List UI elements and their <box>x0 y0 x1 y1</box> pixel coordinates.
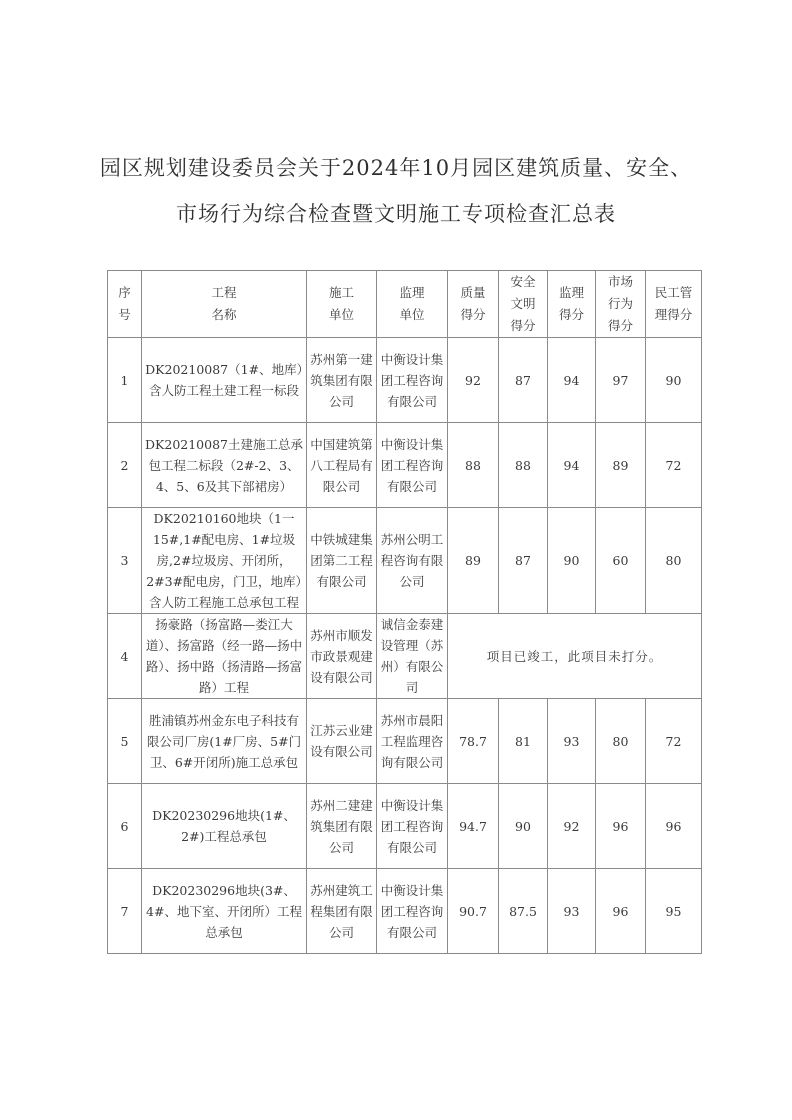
supervision-score: 90 <box>548 508 596 614</box>
safety-score: 87 <box>499 508 548 614</box>
inspection-summary-table <box>107 270 702 954</box>
quality-score: 90.7 <box>448 869 499 954</box>
document-title-line-1: 园区规划建设委员会关于2024年10月园区建筑质量、安全、 <box>99 156 693 180</box>
header-project-name <box>142 271 307 338</box>
row-index: 5 <box>108 699 142 784</box>
header-supervisor <box>377 271 448 338</box>
labor-score: 96 <box>646 784 702 869</box>
project-name: DK20230296地块(3#、4#、地下室、开闭所）工程总承包 <box>142 869 307 954</box>
header-supervision-score <box>548 271 596 338</box>
contractor: 苏州第一建筑集团有限公司 <box>307 338 377 423</box>
header-safety-score <box>499 271 548 338</box>
quality-score: 89 <box>448 508 499 614</box>
safety-score: 90 <box>499 784 548 869</box>
table-header-row <box>108 271 702 338</box>
labor-score: 72 <box>646 699 702 784</box>
header-supervisor-label: 监理 单位 <box>399 285 425 322</box>
supervisor: 中衡设计集团工程咨询有限公司 <box>377 338 448 423</box>
labor-score: 80 <box>646 508 702 614</box>
contractor: 苏州建筑工程集团有限公司 <box>307 869 377 954</box>
header-project-name-label: 工程 名称 <box>211 285 237 322</box>
table-row <box>108 869 702 954</box>
market-score: 96 <box>596 784 646 869</box>
header-market-score <box>596 271 646 338</box>
quality-score: 88 <box>448 423 499 508</box>
market-score: 60 <box>596 508 646 614</box>
header-quality-score <box>448 271 499 338</box>
supervisor: 苏州公明工程咨询有限公司 <box>377 508 448 614</box>
supervision-score: 93 <box>548 869 596 954</box>
supervision-score: 94 <box>548 338 596 423</box>
table-row <box>108 423 702 508</box>
table-row <box>108 338 702 423</box>
supervision-score: 92 <box>548 784 596 869</box>
contractor: 江苏云业建设有限公司 <box>307 699 377 784</box>
supervisor: 中衡设计集团工程咨询有限公司 <box>377 784 448 869</box>
row-index: 7 <box>108 869 142 954</box>
market-score: 97 <box>596 338 646 423</box>
project-name: 胜浦镇苏州金东电子科技有限公司厂房(1#厂房、5#门卫、6#开闭所)施工总承包 <box>142 699 307 784</box>
market-score: 89 <box>596 423 646 508</box>
safety-score: 81 <box>499 699 548 784</box>
labor-score: 95 <box>646 869 702 954</box>
contractor: 中国建筑第八工程局有限公司 <box>307 423 377 508</box>
header-quality-score-label: 质量 得分 <box>460 285 486 322</box>
header-index <box>108 271 142 338</box>
row-index: 2 <box>108 423 142 508</box>
project-name: DK20210160地块（1一15#,1#配电房、1#垃圾房,2#垃圾房、开闭所，2#3#配电房，门卫，地库）含人防工程施工总承包工程 <box>142 508 307 614</box>
supervisor: 苏州市晨阳工程监理咨询有限公司 <box>377 699 448 784</box>
safety-score: 88 <box>499 423 548 508</box>
header-index-label: 序 号 <box>118 285 131 322</box>
row-index: 4 <box>108 614 142 699</box>
table-row <box>108 699 702 784</box>
row-index: 1 <box>108 338 142 423</box>
table-row <box>108 614 702 699</box>
header-labor-score-label: 民工管 理得分 <box>654 285 693 322</box>
safety-score: 87.5 <box>499 869 548 954</box>
project-name: DK20210087（1#、地库）含人防工程土建工程一标段 <box>142 338 307 423</box>
project-name: DK20230296地块(1#、2#)工程总承包 <box>142 784 307 869</box>
header-supervision-score-label: 监理 得分 <box>558 285 584 322</box>
row-index: 6 <box>108 784 142 869</box>
quality-score: 94.7 <box>448 784 499 869</box>
contractor: 苏州市顺发市政景观建设有限公司 <box>307 614 377 699</box>
table-row <box>108 508 702 614</box>
header-safety-score-label: 安全 文明 得分 <box>510 274 536 333</box>
not-scored-note: 项目已竣工，此项目未打分。 <box>448 614 702 699</box>
supervisor: 中衡设计集团工程咨询有限公司 <box>377 869 448 954</box>
document-title-line-2: 市场行为综合检查暨文明施工专项检查汇总表 <box>176 202 616 226</box>
labor-score: 72 <box>646 423 702 508</box>
supervisor: 中衡设计集团工程咨询有限公司 <box>377 423 448 508</box>
quality-score: 92 <box>448 338 499 423</box>
supervisor: 诚信金泰建设管理（苏州）有限公司 <box>377 614 448 699</box>
project-name: DK20210087土建施工总承包工程二标段（2#-2、3、4、5、6及其下部裙房） <box>142 423 307 508</box>
header-contractor-label: 施工 单位 <box>328 285 354 322</box>
project-name: 扬豪路（扬富路—娄江大道）、扬富路（经一路—扬中路）、扬中路（扬清路—扬富路）工程 <box>142 614 307 699</box>
contractor: 苏州二建建筑集团有限公司 <box>307 784 377 869</box>
safety-score: 87 <box>499 338 548 423</box>
row-index: 3 <box>108 508 142 614</box>
header-market-score-label: 市场 行为 得分 <box>607 274 633 333</box>
labor-score: 90 <box>646 338 702 423</box>
supervision-score: 94 <box>548 423 596 508</box>
supervision-score: 93 <box>548 699 596 784</box>
header-labor-score <box>646 271 702 338</box>
market-score: 80 <box>596 699 646 784</box>
header-contractor <box>307 271 377 338</box>
contractor: 中铁城建集团第二工程有限公司 <box>307 508 377 614</box>
market-score: 96 <box>596 869 646 954</box>
quality-score: 78.7 <box>448 699 499 784</box>
table-row <box>108 784 702 869</box>
